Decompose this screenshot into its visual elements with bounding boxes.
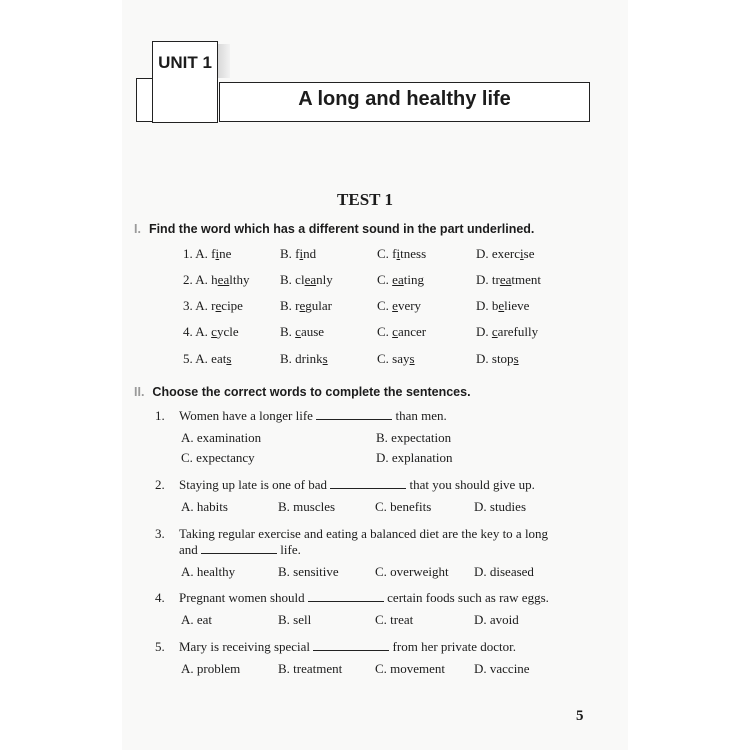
option-letter: D. bbox=[476, 351, 492, 366]
question-number: 3. bbox=[155, 526, 165, 541]
answer-option: D. vaccine bbox=[474, 661, 530, 676]
pronunciation-option bbox=[476, 298, 529, 314]
unit-title: A long and healthy life bbox=[298, 88, 511, 110]
page-number: 5 bbox=[576, 708, 584, 724]
unit-label: UNIT 1 bbox=[158, 53, 212, 72]
pronunciation-option bbox=[280, 298, 332, 314]
answer-option: D. explanation bbox=[376, 450, 453, 465]
question-number: 2. bbox=[155, 477, 165, 492]
word-start: h bbox=[211, 272, 218, 287]
answer-option: A. habits bbox=[181, 499, 228, 514]
option-letter: 1. A. bbox=[183, 246, 212, 261]
question-text-before: Mary is receiving special bbox=[179, 639, 314, 654]
underlined-part: e bbox=[215, 298, 222, 313]
pronunciation-option bbox=[476, 246, 535, 262]
underlined-part: ea bbox=[304, 272, 317, 287]
word-end: ne bbox=[219, 246, 232, 261]
answer-option: C. benefits bbox=[375, 499, 432, 514]
question-text-after: from her private doctor. bbox=[389, 639, 517, 654]
underlined-part: i bbox=[520, 246, 524, 261]
test-title: TEST 1 bbox=[337, 190, 393, 209]
question-text-after: certain foods such as raw eggs. bbox=[383, 590, 549, 605]
answer-option: A. healthy bbox=[181, 564, 236, 579]
unit-banner-flap bbox=[136, 78, 152, 122]
option-letter: 5. A. bbox=[183, 351, 212, 366]
question-text bbox=[179, 408, 447, 424]
pronunciation-option bbox=[183, 246, 231, 262]
pronunciation-option bbox=[280, 351, 328, 367]
answer-option: D. diseased bbox=[474, 564, 534, 579]
underlined-part: c bbox=[392, 324, 398, 339]
option-letter: B. bbox=[280, 246, 296, 261]
pronunciation-option bbox=[183, 272, 249, 288]
answer-blank bbox=[313, 639, 389, 651]
underlined-part: i bbox=[215, 246, 220, 261]
unit-badge-shadow bbox=[218, 44, 230, 78]
word-start: drink bbox=[295, 351, 323, 366]
pronunciation-option bbox=[476, 272, 541, 288]
pronunciation-option bbox=[377, 272, 424, 288]
word-end: arefully bbox=[497, 324, 539, 339]
pronunciation-option bbox=[183, 298, 243, 314]
word-end: nd bbox=[303, 246, 317, 261]
option-letter: C. bbox=[377, 324, 393, 339]
option-letter: 4. A. bbox=[183, 324, 212, 339]
answer-option: B. sensitive bbox=[278, 564, 339, 579]
word-start: r bbox=[211, 298, 216, 313]
option-letter: C. bbox=[377, 351, 393, 366]
option-letter: D. bbox=[476, 246, 492, 261]
answer-blank bbox=[330, 477, 406, 489]
option-letter: D. bbox=[476, 272, 492, 287]
word-end: ycle bbox=[216, 324, 239, 339]
underlined-part: i bbox=[396, 246, 401, 261]
option-letter: B. bbox=[280, 298, 296, 313]
answer-option: C. movement bbox=[375, 661, 446, 676]
question-text-before: Women have a longer life bbox=[179, 408, 317, 423]
question-text-before: and bbox=[179, 542, 202, 557]
answer-option: C. overweight bbox=[375, 564, 449, 579]
underlined-part: c bbox=[211, 324, 217, 339]
option-letter: 3. A. bbox=[183, 298, 212, 313]
question-text bbox=[179, 477, 535, 493]
question-text-after: life. bbox=[277, 542, 301, 557]
answer-blank bbox=[316, 408, 392, 420]
word-end: very bbox=[397, 298, 422, 313]
section-2-heading bbox=[134, 385, 471, 399]
word-end: ting bbox=[403, 272, 424, 287]
question-text-line-2 bbox=[179, 542, 301, 558]
question-text-before: Pregnant women should bbox=[179, 590, 308, 605]
word-end: ancer bbox=[397, 324, 427, 339]
word-end: lieve bbox=[504, 298, 530, 313]
question-text bbox=[179, 590, 549, 606]
question-text-after: than men. bbox=[392, 408, 447, 423]
underlined-part: c bbox=[491, 324, 498, 339]
pronunciation-option bbox=[476, 351, 519, 367]
section-1-heading bbox=[134, 222, 534, 236]
question-number: 1. bbox=[155, 408, 165, 423]
underlined-part: e bbox=[498, 298, 505, 313]
option-letter: 2. A. bbox=[183, 272, 212, 287]
pronunciation-option bbox=[377, 246, 426, 262]
answer-option: A. examination bbox=[181, 430, 262, 445]
pronunciation-option bbox=[183, 351, 231, 367]
underlined-part: i bbox=[299, 246, 304, 261]
word-end: se bbox=[523, 246, 535, 261]
answer-option: B. treatment bbox=[278, 661, 343, 676]
answer-option: D. avoid bbox=[474, 612, 519, 627]
pronunciation-option bbox=[280, 246, 316, 262]
answer-option: B. muscles bbox=[278, 499, 336, 514]
question-number: 4. bbox=[155, 590, 165, 605]
underlined-part: e bbox=[299, 298, 306, 313]
option-letter: B. bbox=[280, 324, 296, 339]
pronunciation-option bbox=[377, 351, 415, 367]
pronunciation-option bbox=[377, 324, 426, 340]
pronunciation-option bbox=[377, 298, 421, 314]
pronunciation-option bbox=[280, 272, 333, 288]
question-text bbox=[179, 526, 548, 542]
underlined-part: s bbox=[513, 351, 519, 366]
word-end: ause bbox=[300, 324, 325, 339]
underlined-part: s bbox=[322, 351, 328, 366]
word-end: cipe bbox=[221, 298, 243, 313]
word-start: say bbox=[392, 351, 410, 366]
answer-option: A. problem bbox=[181, 661, 241, 676]
answer-option: C. expectancy bbox=[181, 450, 255, 465]
word-start: r bbox=[295, 298, 300, 313]
word-start: f bbox=[211, 246, 216, 261]
word-end: tment bbox=[511, 272, 541, 287]
word-start: f bbox=[392, 246, 397, 261]
underlined-part: ea bbox=[499, 272, 512, 287]
word-end: nly bbox=[316, 272, 333, 287]
section-1-number: I. bbox=[134, 222, 141, 236]
answer-blank bbox=[308, 590, 384, 602]
section-1-instruction: Find the word which has a different sound in the part underlined. bbox=[148, 222, 535, 236]
underlined-part: ea bbox=[217, 272, 230, 287]
question-number: 5. bbox=[155, 639, 165, 654]
word-end: gular bbox=[305, 298, 333, 313]
option-letter: D. bbox=[476, 324, 492, 339]
question-text-before: Staying up late is one of bad bbox=[179, 477, 331, 492]
answer-option: B. sell bbox=[278, 612, 312, 627]
option-letter: B. bbox=[280, 351, 296, 366]
word-end: tness bbox=[400, 246, 427, 261]
answer-option: C. treat bbox=[375, 612, 414, 627]
underlined-part: s bbox=[226, 351, 232, 366]
word-start: tr bbox=[491, 272, 500, 287]
word-start: eat bbox=[211, 351, 227, 366]
option-letter: C. bbox=[377, 298, 393, 313]
question-text bbox=[179, 639, 516, 655]
word-start: cl bbox=[295, 272, 305, 287]
word-start: b bbox=[491, 298, 499, 313]
option-letter: B. bbox=[280, 272, 296, 287]
option-letter: C. bbox=[377, 272, 393, 287]
word-start: exerc bbox=[491, 246, 521, 261]
pronunciation-option bbox=[280, 324, 324, 340]
answer-blank bbox=[201, 542, 277, 554]
underlined-part: e bbox=[392, 298, 398, 313]
word-start: stop bbox=[491, 351, 514, 366]
underlined-part: s bbox=[409, 351, 415, 366]
word-start: f bbox=[295, 246, 300, 261]
section-2-number: II. bbox=[134, 385, 145, 399]
option-letter: D. bbox=[476, 298, 492, 313]
option-letter: C. bbox=[377, 246, 393, 261]
section-2-instruction: Choose the correct words to complete the sentences. bbox=[152, 385, 471, 399]
underlined-part: ea bbox=[392, 272, 404, 287]
pronunciation-option bbox=[476, 324, 538, 340]
underlined-part: c bbox=[295, 324, 301, 339]
word-end: lthy bbox=[229, 272, 250, 287]
question-text-before: Taking regular exercise and eating a balanced diet are the key to a long bbox=[179, 526, 549, 541]
pronunciation-option bbox=[183, 324, 239, 340]
answer-option: D. studies bbox=[474, 499, 526, 514]
question-text-after: that you should give up. bbox=[406, 477, 535, 492]
answer-option: B. expectation bbox=[376, 430, 452, 445]
answer-option: A. eat bbox=[181, 612, 213, 627]
